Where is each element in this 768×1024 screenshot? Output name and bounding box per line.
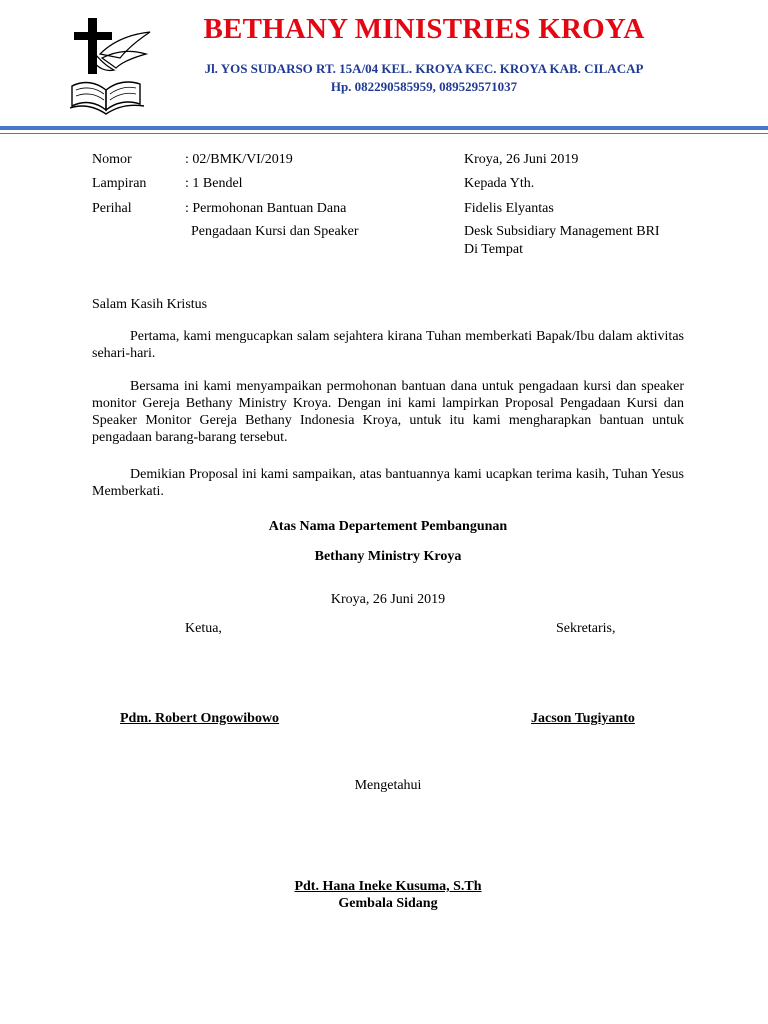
chairman-name: Pdm. Robert Ongowibowo <box>120 711 280 726</box>
organization-address: Jl. YOS SUDARSO RT. 15A/04 KEL. KROYA KEC. KROYA KAB. CILACAP <box>204 61 644 76</box>
ministry-heading: Bethany Ministry Kroya <box>314 549 462 564</box>
perihal-value-line2: Pengadaan Kursi dan Speaker <box>191 224 359 239</box>
pastor-name: Pdt. Hana Ineke Kusuma, S.Th <box>294 879 482 894</box>
paragraph-3: Demikian Proposal ini kami sampaikan, atas bantuannya kami ucapkan terima kasih, Tuhan Yesus Memberkati. <box>92 467 684 499</box>
secretary-name: Jacson Tugiyanto <box>531 711 635 726</box>
paragraph-1: Pertama, kami mengucapkan salam sejahtera kirana Tuhan memberkati Bapak/Ibu dalam aktivitas sehari-hari. <box>92 329 684 361</box>
nomor-value: : 02/BMK/VI/2019 <box>185 152 293 167</box>
organization-phone: Hp. 082290585959, 089529571037 <box>330 79 518 94</box>
paragraph-2: Bersama ini kami menyampaikan permohonan bantuan dana untuk pengadaan kursi dan speaker monitor Gereja Bethany Ministry Kroya. Dengan ini kami lampirkan Proposal Pengadaan Kursi dan Speaker Monitor Gereja Bethany Indonesia Kroya, untuk itu kami mengharapkan bantuan untuk pengadaan barang-barang tersebut. <box>92 379 684 445</box>
organization-name: BETHANY MINISTRIES KROYA <box>203 13 645 45</box>
chairman-title: Ketua, <box>185 621 222 636</box>
recipient-org: Desk Subsidiary Management BRI <box>464 224 660 239</box>
lampiran-label: Lampiran <box>92 176 147 191</box>
recipient-place: Di Tempat <box>464 242 524 257</box>
pastor-title: Gembala Sidang <box>338 896 438 911</box>
letterhead-divider-thick <box>0 126 768 130</box>
nomor-label: Nomor <box>92 152 132 167</box>
recipient-kepada: Kepada Yth. <box>464 176 535 191</box>
secretary-title: Sekretaris, <box>556 621 616 636</box>
greeting: Salam Kasih Kristus <box>92 297 208 312</box>
acknowledge-label: Mengetahui <box>354 778 422 793</box>
signature-date: Kroya, 26 Juni 2019 <box>330 592 446 607</box>
lampiran-value: : 1 Bendel <box>185 176 243 191</box>
letterhead-divider-thin <box>0 133 768 134</box>
on-behalf-heading: Atas Nama Departement Pembangunan <box>268 519 508 534</box>
cross-dove-bible-icon <box>66 14 158 120</box>
perihal-label: Perihal <box>92 201 132 216</box>
recipient-name: Fidelis Elyantas <box>464 201 554 216</box>
letter-date: Kroya, 26 Juni 2019 <box>464 152 579 167</box>
perihal-value-line1: : Permohonan Bantuan Dana <box>185 201 347 216</box>
